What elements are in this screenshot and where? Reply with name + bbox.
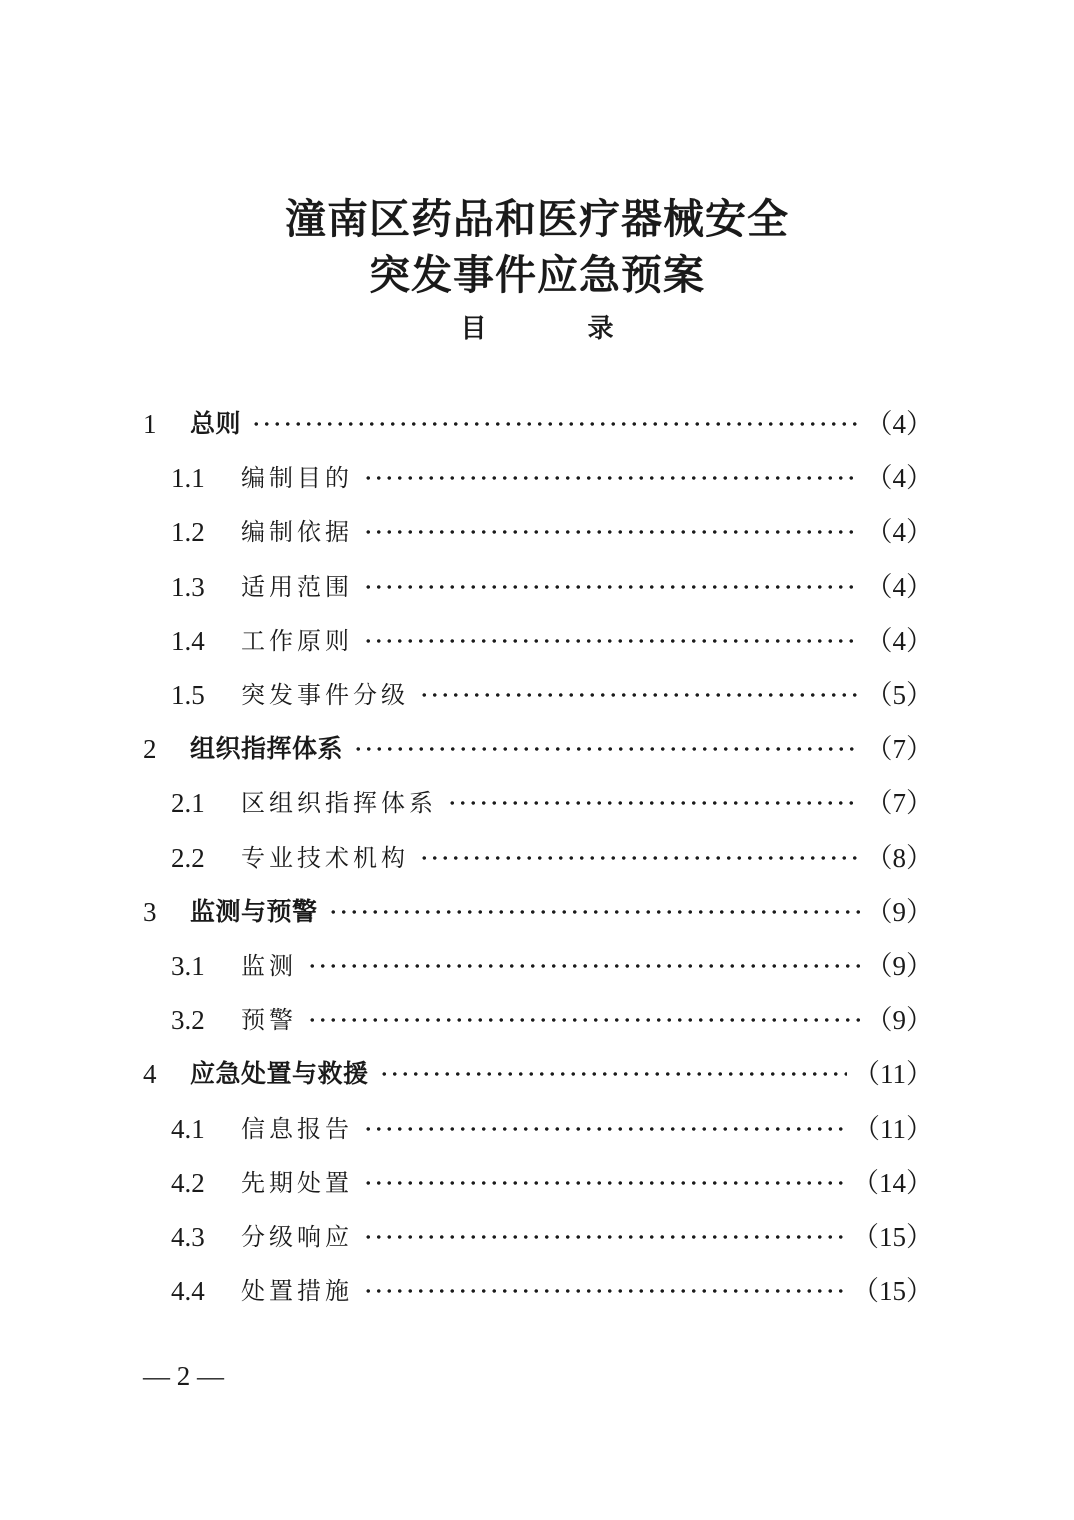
toc-entry-page: （4） (865, 409, 933, 439)
toc-entry[interactable] (143, 729, 933, 769)
toc-entry-label: 信息报告 (241, 1115, 353, 1143)
dot-leader (363, 1126, 847, 1132)
toc-entry[interactable] (171, 512, 933, 552)
toc-entry-page: （7） (865, 734, 933, 764)
dot-leader (363, 475, 860, 481)
toc-entry-number: 4.4 (171, 1276, 205, 1306)
toc-entry-label: 应急处置与救援 (190, 1059, 369, 1088)
toc-entry-number: 3.1 (171, 951, 205, 981)
toc-entry-label: 先期处置 (241, 1169, 353, 1197)
toc-entry-number: 1.3 (171, 572, 205, 602)
toc-entry-page: （9） (865, 897, 933, 927)
toc-entry-label: 预警 (241, 1006, 297, 1034)
toc-entry-label: 处置措施 (241, 1277, 353, 1305)
dot-leader (307, 1017, 860, 1023)
toc-entry-number: 3.2 (171, 1005, 205, 1035)
dot-leader (251, 421, 859, 427)
toc-entry-number: 4.2 (171, 1168, 205, 1198)
toc-entry-label: 总则 (190, 409, 242, 438)
dot-leader (363, 1234, 846, 1240)
toc-entry-number: 4 (143, 1059, 157, 1089)
toc-entry-number: 1 (143, 409, 157, 439)
toc-entry[interactable] (143, 404, 933, 444)
toc-entry[interactable] (171, 1000, 933, 1040)
toc-entry-page: （9） (865, 1005, 933, 1035)
toc-entry-page: （4） (865, 517, 933, 547)
toc-entry[interactable] (171, 675, 933, 715)
toc-entry-number: 4.3 (171, 1222, 205, 1252)
dot-leader (363, 529, 860, 535)
toc-entry-label: 适用范围 (241, 573, 353, 601)
toc-entry[interactable] (143, 892, 933, 932)
toc-entry-number: 1.5 (171, 680, 205, 710)
dot-leader (447, 800, 860, 806)
toc-entry-label: 分级响应 (241, 1223, 353, 1251)
toc-entry-page: （14） (852, 1168, 933, 1198)
document-title-line-2: 突发事件应急预案 (369, 251, 705, 299)
dot-leader (363, 638, 860, 644)
dot-leader (307, 963, 860, 969)
dot-leader (363, 584, 860, 590)
toc-entry-number: 2.1 (171, 788, 205, 818)
toc-entry-label: 工作原则 (241, 627, 353, 655)
toc-entry-label: 监测与预警 (190, 897, 318, 926)
toc-entry[interactable] (171, 838, 933, 878)
toc-entry-page: （4） (865, 572, 933, 602)
toc-entry-label: 编制依据 (241, 518, 353, 546)
toc-entry-page: （4） (865, 463, 933, 493)
toc-entry-number: 2 (143, 734, 157, 764)
dot-leader (419, 692, 860, 698)
document-title-line-1: 潼南区药品和医疗器械安全 (285, 195, 789, 243)
page-number-footer: — 2 — (143, 1361, 224, 1391)
toc-entry-page: （7） (865, 788, 933, 818)
toc-entry-page: （9） (865, 951, 933, 981)
dot-leader (363, 1180, 846, 1186)
toc-entry[interactable] (171, 458, 933, 498)
toc-entry-number: 4.1 (171, 1114, 205, 1144)
toc-entry-number: 1.2 (171, 517, 205, 547)
toc-entry-label: 监测 (241, 952, 297, 980)
toc-entry-number: 3 (143, 897, 157, 927)
toc-entry-number: 2.2 (171, 843, 205, 873)
toc-entry-page: （11） (853, 1114, 933, 1144)
toc-entry-number: 1.1 (171, 463, 205, 493)
toc-entry-page: （4） (865, 626, 933, 656)
toc-entry-page: （15） (852, 1222, 933, 1252)
toc-entry-page: （15） (852, 1276, 933, 1306)
toc-entry[interactable] (171, 1163, 933, 1203)
toc-entry-page: （11） (853, 1059, 933, 1089)
dot-leader (379, 1071, 847, 1077)
toc-entry[interactable] (171, 1109, 933, 1149)
toc-entry-page: （8） (865, 843, 933, 873)
dot-leader (363, 1288, 846, 1294)
toc-entry-label: 编制目的 (241, 464, 353, 492)
toc-entry-page: （5） (865, 680, 933, 710)
dot-leader (328, 909, 860, 915)
toc-entry[interactable] (171, 621, 933, 661)
toc-heading: 目 录 (460, 314, 660, 344)
toc-entry[interactable] (171, 1217, 933, 1257)
toc-entry[interactable] (171, 1271, 933, 1311)
toc-entry-number: 1.4 (171, 626, 205, 656)
toc-entry[interactable] (171, 567, 933, 607)
toc-entry-label: 区组织指挥体系 (241, 789, 437, 817)
dot-leader (353, 746, 859, 752)
toc-entry[interactable] (143, 1054, 933, 1094)
toc-entry-label: 组织指挥体系 (190, 734, 344, 763)
toc-entry-label: 突发事件分级 (241, 681, 409, 709)
dot-leader (419, 855, 860, 861)
toc-entry-label: 专业技术机构 (241, 844, 409, 872)
toc-entry[interactable] (171, 946, 933, 986)
toc-entry[interactable] (171, 783, 933, 823)
